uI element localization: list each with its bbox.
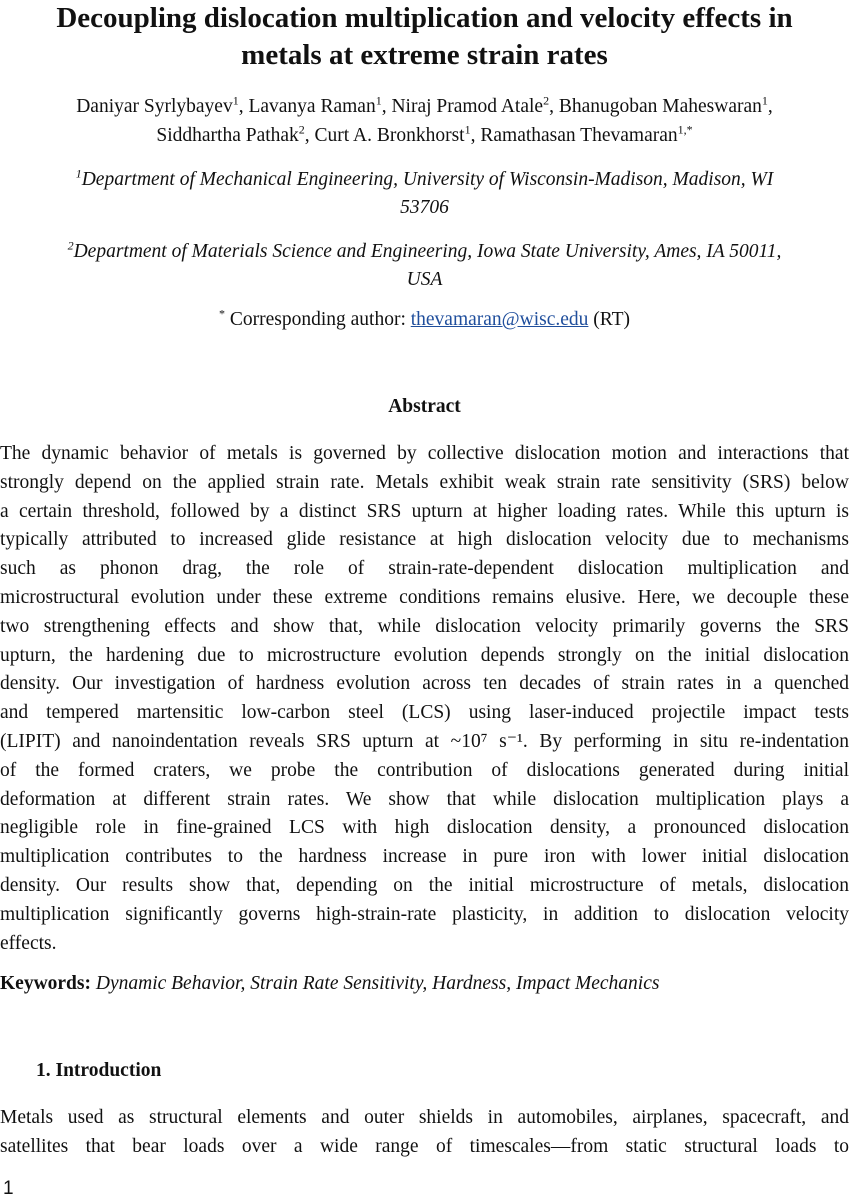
keywords — [0, 973, 849, 995]
section-heading-introduction: 1. Introduction — [36, 1060, 162, 1081]
corresponding-author — [0, 306, 849, 331]
text-line: effects. — [0, 932, 57, 954]
email-link[interactable]: thevamaran@wisc.edu — [410, 309, 589, 330]
text-line: Metals used as structural elements and outer shields in automobiles, airplanes, spacecraft, and — [0, 1107, 849, 1128]
author: Ramathasan Thevamaran — [480, 125, 678, 146]
abstract-body — [0, 440, 849, 958]
author: Daniyar Syrlybayev — [76, 96, 233, 117]
author: Siddhartha Pathak — [156, 125, 299, 146]
affiliation-1 — [0, 166, 849, 222]
affiliation-mark: 1 — [232, 93, 239, 108]
keywords-label: Keywords: — [0, 973, 91, 994]
author: Niraj Pramod Atale — [391, 96, 544, 117]
text-line: two strengthening effects and show that, while dislocation velocity primarily governs the SRS — [0, 615, 849, 637]
text-line: of the formed craters, we probe the contribution of dislocations generated during initial — [0, 759, 849, 781]
text-line: deformation at different strain rates. We show that while dislocation multiplication plays a — [0, 788, 849, 810]
text-line: multiplication contributes to the hardness increase in pure iron with lower initial dislocation — [0, 846, 849, 868]
author: Lavanya Raman — [248, 96, 376, 117]
corresponding-initials: (RT) — [593, 309, 631, 330]
text-line: strongly depend on the applied strain rate. Metals exhibit weak strain rate sensitivity (SRS) below — [0, 471, 849, 493]
author: Curt A. Bronkhorst — [314, 125, 465, 146]
affiliation-text: Department of Materials Science and Engineering, Iowa State University, Ames, IA 50011, — [73, 241, 782, 262]
title-line-1: Decoupling dislocation multiplication and velocity effects in — [56, 2, 793, 34]
affiliation-text: Department of Mechanical Engineering, University of Wisconsin-Madison, Madison, WI — [81, 169, 774, 190]
paper-title — [0, 0, 849, 74]
author-list: Daniyar Syrlybayev$^1$, Lavanya Raman$^1$, Niraj Pramod Atale$^2$, Bhanugoban Maheswaran$^1$, Siddhartha Pathak$^2$, Curt A. Bronkhorst$^1$, Ramathasan Thevamaran$^{1,*}$ — [76, 93, 773, 146]
affiliation-mark: 1 — [464, 122, 471, 137]
corresponding-label: Corresponding author: — [229, 309, 406, 330]
affiliation-mark: 2 — [298, 122, 305, 137]
introduction-body — [0, 1104, 849, 1162]
text-line: multiplication significantly governs high-strain-rate plasticity, in addition to dislocation velocity — [0, 903, 849, 925]
affiliation-2 — [0, 238, 849, 294]
text-line: microstructural evolution under these extreme conditions remains elusive. Here, we decouple these — [0, 586, 849, 608]
text-line: typically attributed to increased glide resistance at high dislocation velocity due to mechanisms — [0, 529, 849, 551]
keywords-value: Dynamic Behavior, Strain Rate Sensitivity, Hardness, Impact Mechanics — [95, 973, 660, 994]
text-line: (LIPIT) and nanoindentation reveals SRS upturn at ~10⁷ s⁻¹. By performing in situ re-indentation — [0, 730, 849, 752]
corresponding-mark: * — [218, 306, 225, 321]
page-number: 1 — [3, 1178, 14, 1199]
text-line: and tempered martensitic low-carbon steel (LCS) using laser-induced projectile impact tests — [0, 702, 849, 724]
affiliation-mark: 1 — [375, 93, 382, 108]
text-line: negligible role in fine-grained LCS with high dislocation density, a pronounced dislocation — [0, 817, 849, 839]
text-line: The dynamic behavior of metals is governed by collective dislocation motion and interactions that — [0, 443, 849, 464]
affiliation-mark: 1,* — [677, 122, 693, 137]
text-line: satellites that bear loads over a wide range of timescales—from static structural loads to — [0, 1135, 849, 1157]
affiliation-text: USA — [406, 269, 443, 290]
text-line: a certain threshold, followed by a distinct SRS upturn at higher loading rates. While this upturn is — [0, 500, 849, 522]
author: Bhanugoban Maheswaran — [558, 96, 762, 117]
affiliation-text: 53706 — [400, 197, 449, 218]
text-line: density. Our investigation of hardness evolution across ten decades of strain rates in a quenched — [0, 673, 849, 695]
text-line: density. Our results show that, depending on the initial microstructure of metals, dislocation — [0, 874, 849, 896]
abstract-heading: Abstract — [388, 396, 461, 417]
affiliation-mark: 1 — [761, 93, 768, 108]
title-line-2: metals at extreme strain rates — [241, 39, 608, 71]
affiliation-mark: 1 — [75, 166, 82, 181]
text-line: upturn, the hardening due to microstructure evolution depends strongly on the initial dislocation — [0, 644, 849, 666]
text-line: such as phonon drag, the role of strain-rate-dependent dislocation multiplication and — [0, 558, 849, 580]
affiliation-mark: 2 — [67, 238, 74, 253]
affiliation-mark: 2 — [543, 93, 550, 108]
